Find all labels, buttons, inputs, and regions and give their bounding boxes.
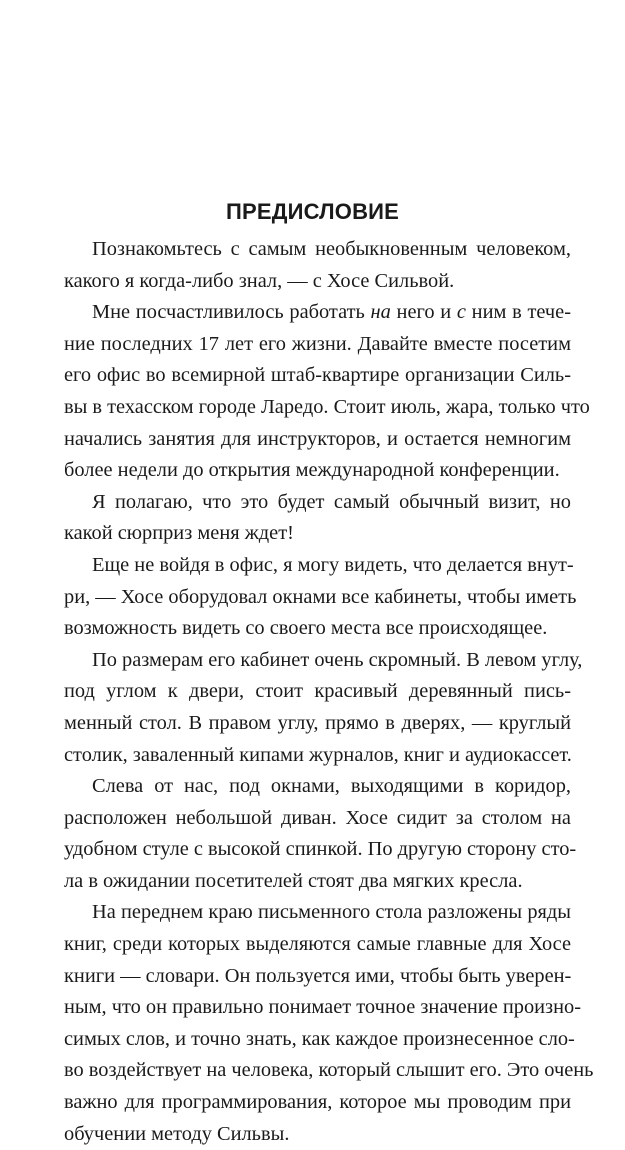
- text-line: его офис во всемирной штаб-квартире организации Силь-: [64, 364, 571, 387]
- text-line: более недели до открытия международной конференции.: [64, 459, 560, 482]
- text-line: возможность видеть со своего места все происходящее.: [64, 617, 548, 640]
- text-line: какого я когда-либо знал, — с Хосе Сильвой.: [64, 269, 455, 292]
- text-fragment: ним в тече-: [465, 301, 571, 324]
- text-line: ние последних 17 лет его жизни. Давайте вместе посетим: [64, 332, 571, 355]
- text-line: книги — словари. Он пользуется ими, чтобы быть уверен-: [64, 964, 572, 987]
- text-line: Еще не войдя в офис, я могу видеть, что делается внут-: [92, 553, 574, 576]
- text-line: менный стол. В правом углу, прямо в дверях, — круглый: [64, 711, 571, 734]
- text-line: столик, заваленный кипами журналов, книг и аудиокассет.: [64, 743, 572, 766]
- paragraph: [64, 897, 594, 1150]
- text-line: ла в ожидании посетителей стоят два мягких кресла.: [64, 869, 523, 892]
- text-line: ным, что он правильно понимает точное значение произно-: [64, 996, 582, 1019]
- text-line: [64, 297, 571, 329]
- text-line: Познакомьтесь с самым необыкновенным человеком,: [92, 238, 571, 260]
- text-fragment: него и: [390, 301, 457, 324]
- text-line: расположен небольшой диван. Хосе сидит за столом на: [64, 806, 571, 829]
- text-line: ри, — Хосе оборудовал окнами все кабинеты, чтобы иметь: [64, 585, 577, 608]
- text-line: симых слов, и точно знать, как каждое произнесенное сло-: [64, 1027, 575, 1050]
- text-line: вы в техасском городе Ларедо. Стоит июль, жара, только что: [64, 395, 590, 418]
- text-line: Я полагаю, что это будет самый обычный визит, но: [92, 490, 571, 513]
- text-line: По размерам его кабинет очень скромный. В левом углу,: [92, 648, 583, 671]
- text-line: начались занятия для инструкторов, и остается немногим: [64, 427, 571, 450]
- text-line: книг, среди которых выделяются самые главные для Хосе: [64, 933, 571, 956]
- paragraph: [64, 771, 577, 897]
- paragraph: [64, 550, 577, 645]
- paragraph: [64, 645, 583, 771]
- text-line: удобном стуле с высокой спинкой. По другую сторону сто-: [64, 838, 577, 861]
- text-line: На переднем краю письменного стола разложены ряды: [92, 901, 571, 924]
- text-line: обучении методу Сильвы.: [64, 1122, 290, 1145]
- text-line: Слева от нас, под окнами, выходящими в коридор,: [92, 775, 571, 798]
- text-fragment: Мне посчастливилось работать: [92, 301, 371, 324]
- text-line: какой сюрприз меня ждет!: [64, 522, 294, 545]
- paragraph: [64, 234, 571, 297]
- emphasis-text: с: [456, 301, 466, 324]
- paragraph: [64, 297, 590, 487]
- emphasis-text: на: [370, 301, 391, 324]
- body-text: [64, 234, 594, 1150]
- text-line: важно для программирования, которое мы проводим при: [64, 1091, 571, 1114]
- text-line: во воздействует на человека, который слышит его. Это очень: [64, 1059, 594, 1082]
- page-title: ПРЕДИСЛОВИЕ: [225, 199, 400, 224]
- text-line: под углом к двери, стоит красивый деревянный пись-: [64, 680, 571, 703]
- paragraph: [64, 487, 571, 550]
